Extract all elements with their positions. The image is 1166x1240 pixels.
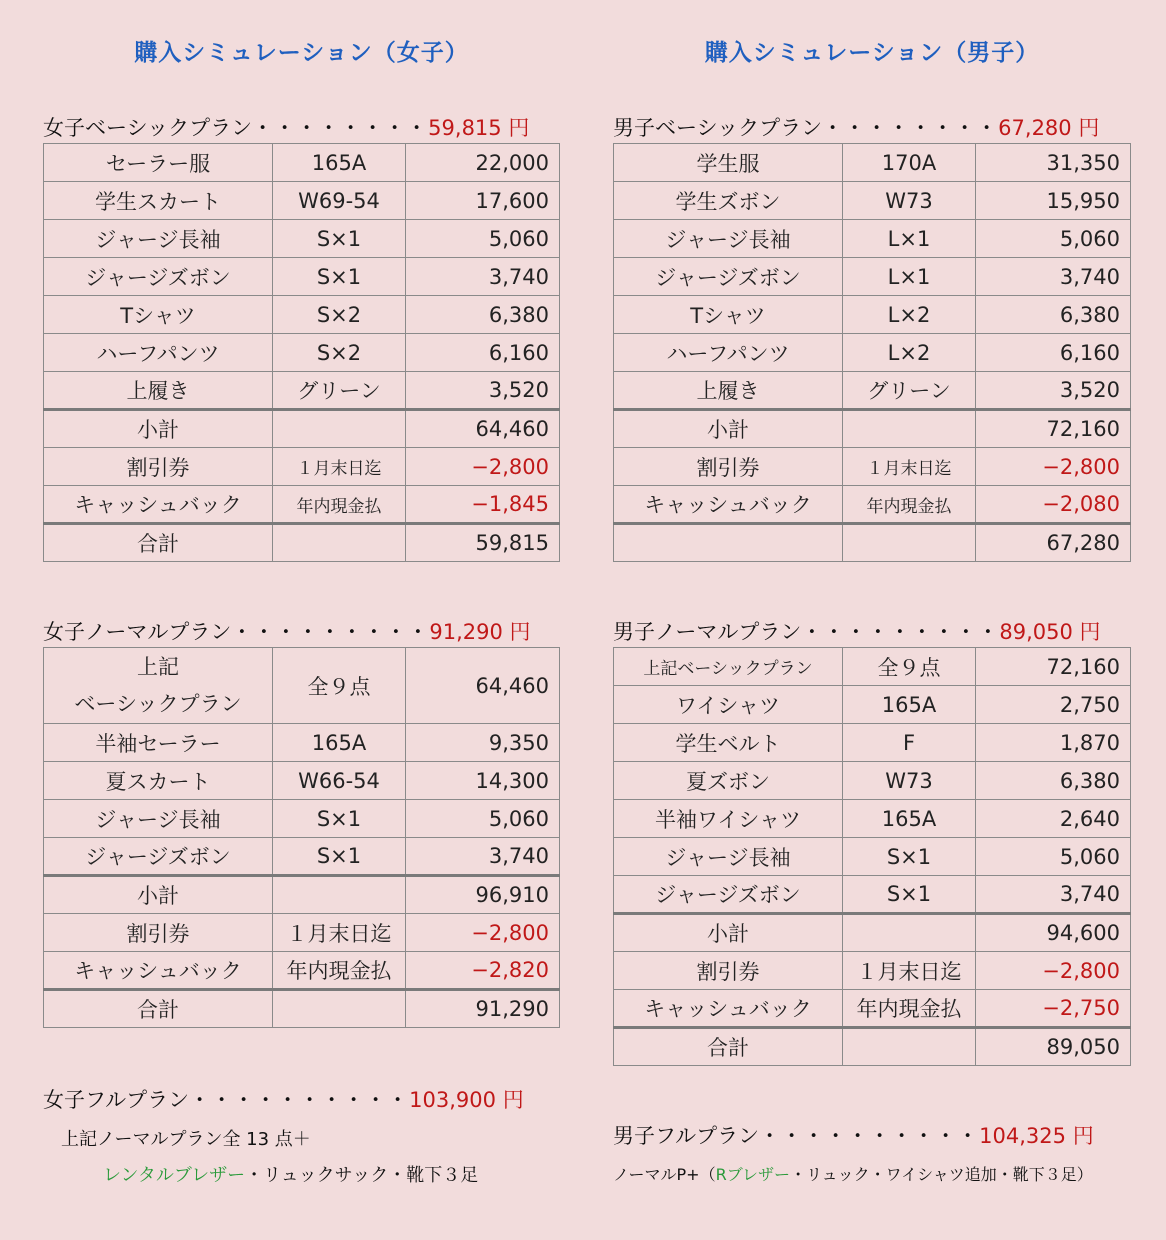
subtotal-row (44, 876, 560, 914)
size-cell (273, 876, 406, 914)
note-rest: ・リュックサック・靴下３足 (245, 1165, 479, 1186)
item-cell: 小計 (614, 410, 843, 448)
table-row (614, 220, 1131, 258)
item-cell: 学生スカート (44, 182, 273, 220)
leader-dots: ・・・・・・・・・・ (759, 1124, 980, 1148)
price-cell: 5,060 (976, 838, 1131, 876)
price-cell: 6,380 (406, 296, 560, 334)
rental-blazer-text: レンタルブレザー (103, 1165, 246, 1186)
price-cell: 67,280 (976, 524, 1131, 562)
price-cell: 2,640 (976, 800, 1131, 838)
size-cell: S×1 (843, 838, 976, 876)
female-basic-plan-title (43, 112, 529, 142)
item-cell: 小計 (44, 410, 273, 448)
price-cell: 9,350 (406, 724, 560, 762)
female-heading: 購入シミュレーション（女子） (134, 40, 469, 66)
size-cell: 年内現金払 (843, 486, 976, 524)
female-normal-table (43, 647, 560, 1028)
size-cell: 165A (273, 724, 406, 762)
item-cell: 半袖ワイシャツ (614, 800, 843, 838)
female-basic-table (43, 143, 560, 562)
table-row (614, 686, 1131, 724)
male-basic-table (613, 143, 1131, 562)
size-cell: W69-54 (273, 182, 406, 220)
price-cell: 96,910 (406, 876, 560, 914)
table-row (614, 258, 1131, 296)
coupon-row (614, 952, 1131, 990)
table-row (614, 838, 1131, 876)
price-cell: 6,160 (406, 334, 560, 372)
price-cell: 17,600 (406, 182, 560, 220)
size-cell: S×2 (273, 334, 406, 372)
item-cell: キャッシュバック (614, 486, 843, 524)
price-cell: −2,800 (406, 448, 560, 486)
cashback-row (614, 486, 1131, 524)
male-basic-plan-title (613, 112, 1099, 142)
size-cell: S×1 (273, 838, 406, 876)
plan-price: 104,325 円 (979, 1124, 1094, 1148)
price-cell: 6,380 (976, 296, 1131, 334)
price-cell: 64,460 (406, 410, 560, 448)
female-normal-plan-title (43, 616, 531, 646)
price-cell: 5,060 (976, 220, 1131, 258)
price-cell: 5,060 (406, 800, 560, 838)
item-cell: ジャージ長袖 (44, 220, 273, 258)
plan-price: 59,815 円 (428, 116, 530, 140)
size-cell: 全９点 (843, 648, 976, 686)
male-normal-plan-title (613, 616, 1101, 646)
item-cell: 合計 (614, 1028, 843, 1066)
item-cell: 合計 (44, 990, 273, 1028)
price-cell: 3,740 (406, 258, 560, 296)
price-cell: −2,800 (976, 448, 1131, 486)
item-cell: 割引券 (614, 952, 843, 990)
price-cell: 3,520 (406, 372, 560, 410)
price-cell: 31,350 (976, 144, 1131, 182)
size-cell: 165A (273, 144, 406, 182)
item-cell: ワイシャツ (614, 686, 843, 724)
r-blazer-text: Rブレザー (715, 1165, 791, 1184)
note-suffix: ・リュック・ワイシャツ追加・靴下３足） (790, 1165, 1093, 1184)
item-cell: 夏ズボン (614, 762, 843, 800)
table-row (614, 182, 1131, 220)
leader-dots: ・・・・・・・・ (822, 116, 999, 140)
price-cell: 89,050 (976, 1028, 1131, 1066)
price-cell: −2,820 (406, 952, 560, 990)
cashback-row (44, 952, 560, 990)
table-row (614, 762, 1131, 800)
table-row (44, 258, 560, 296)
item-cell (44, 648, 273, 724)
price-cell: 6,160 (976, 334, 1131, 372)
plan-label: 男子ノーマルプラン (613, 620, 802, 644)
item-cell: ジャージ長袖 (614, 220, 843, 258)
table-row (614, 876, 1131, 914)
size-cell: １月末日迄 (843, 952, 976, 990)
price-cell: 3,520 (976, 372, 1131, 410)
item-cell: ジャージ長袖 (614, 838, 843, 876)
size-cell: グリーン (843, 372, 976, 410)
item-cell: ハーフパンツ (44, 334, 273, 372)
item-cell: 割引券 (44, 914, 273, 952)
table-row (44, 762, 560, 800)
total-row (614, 524, 1131, 562)
total-row (44, 990, 560, 1028)
size-cell: S×2 (273, 296, 406, 334)
plan-label: 男子フルプラン (613, 1124, 760, 1148)
price-cell: 3,740 (406, 838, 560, 876)
leader-dots: ・・・・・・・・・・ (189, 1088, 410, 1112)
plan-label: 女子ベーシックプラン (43, 116, 253, 140)
size-cell (843, 524, 976, 562)
size-cell: W66-54 (273, 762, 406, 800)
coupon-row (614, 448, 1131, 486)
item-cell: ジャージ長袖 (44, 800, 273, 838)
item-cell: 小計 (44, 876, 273, 914)
price-cell: 64,460 (406, 648, 560, 724)
item-cell: 割引券 (44, 448, 273, 486)
table-row (44, 838, 560, 876)
plan-label: 女子ノーマルプラン (43, 620, 232, 644)
table-row (614, 144, 1131, 182)
item-cell: 学生ズボン (614, 182, 843, 220)
item-cell: Tシャツ (44, 296, 273, 334)
table-row (614, 372, 1131, 410)
price-cell: 14,300 (406, 762, 560, 800)
cashback-row (614, 990, 1131, 1028)
price-cell: 72,160 (976, 410, 1131, 448)
subtotal-row (614, 914, 1131, 952)
item-cell: キャッシュバック (44, 486, 273, 524)
price-cell: 15,950 (976, 182, 1131, 220)
size-cell: W73 (843, 762, 976, 800)
plan-price: 91,290 円 (429, 620, 531, 644)
price-cell: −1,845 (406, 486, 560, 524)
table-row (614, 724, 1131, 762)
price-cell: 22,000 (406, 144, 560, 182)
item-cell: 合計 (44, 524, 273, 562)
cashback-row (44, 486, 560, 524)
size-cell (843, 1028, 976, 1066)
table-row (614, 648, 1131, 686)
table-row (44, 648, 560, 724)
size-cell: L×2 (843, 296, 976, 334)
size-cell: グリーン (273, 372, 406, 410)
size-cell: S×1 (273, 258, 406, 296)
size-cell: W73 (843, 182, 976, 220)
item-cell: 小計 (614, 914, 843, 952)
table-row (44, 334, 560, 372)
size-cell: S×1 (843, 876, 976, 914)
plan-price: 89,050 円 (999, 620, 1101, 644)
size-cell: 165A (843, 800, 976, 838)
total-row (614, 1028, 1131, 1066)
leader-dots: ・・・・・・・・・ (801, 620, 1000, 644)
size-cell: S×1 (273, 800, 406, 838)
price-cell: 91,290 (406, 990, 560, 1028)
item-cell: 上履き (44, 372, 273, 410)
item-cell: セーラー服 (44, 144, 273, 182)
size-cell: 全９点 (273, 648, 406, 724)
price-cell: 94,600 (976, 914, 1131, 952)
table-row (614, 800, 1131, 838)
female-full-note-1: 上記ノーマルプラン全 13 点＋ (61, 1129, 311, 1150)
size-cell (273, 990, 406, 1028)
item-cell: Tシャツ (614, 296, 843, 334)
item-cell: 割引券 (614, 448, 843, 486)
item-cell: ジャージズボン (614, 258, 843, 296)
item-cell: キャッシュバック (614, 990, 843, 1028)
size-cell: 170A (843, 144, 976, 182)
size-cell: S×1 (273, 220, 406, 258)
price-cell: 72,160 (976, 648, 1131, 686)
table-row (44, 724, 560, 762)
item-cell: 上記ベーシックプラン (614, 648, 843, 686)
item-line: ベーシックプラン (74, 691, 242, 716)
size-cell: 年内現金払 (273, 486, 406, 524)
size-cell: 年内現金払 (843, 990, 976, 1028)
subtotal-row (614, 410, 1131, 448)
price-cell: 6,380 (976, 762, 1131, 800)
item-cell (614, 524, 843, 562)
size-cell (843, 410, 976, 448)
price-cell: 3,740 (976, 876, 1131, 914)
note-prefix: ノーマルP+（ (613, 1165, 716, 1184)
item-line: 上記 (137, 654, 179, 679)
leader-dots: ・・・・・・・・ (252, 116, 429, 140)
female-full-note-2 (103, 1161, 478, 1187)
price-cell: −2,750 (976, 990, 1131, 1028)
table-row (44, 296, 560, 334)
item-cell: ハーフパンツ (614, 334, 843, 372)
plan-price: 103,900 円 (409, 1088, 524, 1112)
price-cell: 59,815 (406, 524, 560, 562)
coupon-row (44, 448, 560, 486)
price-cell: 5,060 (406, 220, 560, 258)
table-row (44, 800, 560, 838)
male-heading: 購入シミュレーション（男子） (704, 40, 1040, 66)
plan-label: 男子ベーシックプラン (613, 116, 823, 140)
male-normal-table (613, 647, 1131, 1066)
item-cell: 上履き (614, 372, 843, 410)
total-row (44, 524, 560, 562)
leader-dots: ・・・・・・・・・ (231, 620, 430, 644)
table-row (44, 372, 560, 410)
price-cell: −2,800 (406, 914, 560, 952)
price-cell: 2,750 (976, 686, 1131, 724)
coupon-row (44, 914, 560, 952)
male-full-note (613, 1162, 1093, 1185)
table-row (614, 334, 1131, 372)
size-cell: F (843, 724, 976, 762)
size-cell: L×1 (843, 258, 976, 296)
size-cell: 年内現金払 (273, 952, 406, 990)
price-cell: 3,740 (976, 258, 1131, 296)
item-cell: 学生服 (614, 144, 843, 182)
table-row (44, 144, 560, 182)
plan-label: 女子フルプラン (43, 1088, 190, 1112)
size-cell: １月末日迄 (273, 448, 406, 486)
size-cell (273, 410, 406, 448)
item-cell: 半袖セーラー (44, 724, 273, 762)
plan-price: 67,280 円 (998, 116, 1100, 140)
size-cell (273, 524, 406, 562)
size-cell: １月末日迄 (273, 914, 406, 952)
subtotal-row (44, 410, 560, 448)
price-cell: −2,080 (976, 486, 1131, 524)
size-cell: 165A (843, 686, 976, 724)
size-cell: １月末日迄 (843, 448, 976, 486)
item-cell: ジャージズボン (44, 838, 273, 876)
price-cell: −2,800 (976, 952, 1131, 990)
item-cell: 学生ベルト (614, 724, 843, 762)
size-cell (843, 914, 976, 952)
table-row (44, 220, 560, 258)
table-row (614, 296, 1131, 334)
female-full-plan-title (43, 1084, 524, 1114)
male-full-plan-title (613, 1120, 1094, 1150)
item-cell: キャッシュバック (44, 952, 273, 990)
item-cell: ジャージズボン (614, 876, 843, 914)
price-cell: 1,870 (976, 724, 1131, 762)
item-cell: 夏スカート (44, 762, 273, 800)
size-cell: L×1 (843, 220, 976, 258)
size-cell: L×2 (843, 334, 976, 372)
table-row (44, 182, 560, 220)
item-cell: ジャージズボン (44, 258, 273, 296)
